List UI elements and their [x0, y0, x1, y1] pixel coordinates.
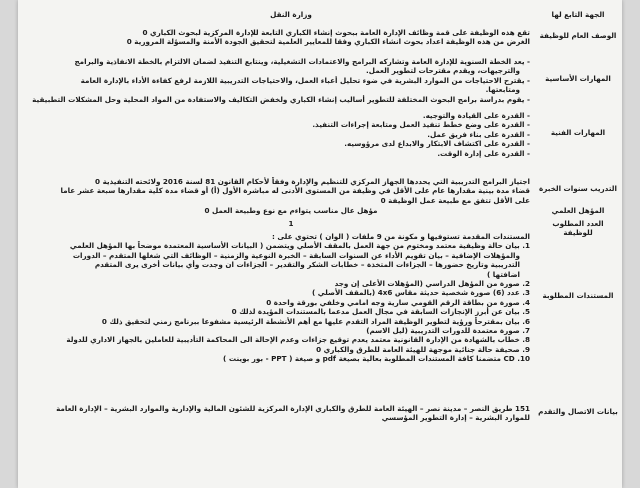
- row-content: [18, 28, 536, 47]
- text-line: الغرض من هذه الوظيفة اعداد بحوث انشاء الكباري وفقا للمعايير العلمية لتحقيق الجودة الأمنة والمسؤلة المرورية 0: [126, 37, 530, 47]
- text-line: 1: [288, 219, 294, 228]
- text-line: المستندات المقدمة تستوفيها و مكونة من 9 ملفات ( الوان ) تحتوي على :: [272, 232, 530, 241]
- text-line: 8. خطاب بالشهادة من الإدارة القانونية معتمد يعدم توقيع جزاءات وعدم الإحالة الى المحاكمة التأديبية للعاملين بالجهاز الاداري للدولة: [66, 335, 530, 345]
- text-line: التدريبية وتاريخ حضورها – الجزاءات المتخذة – خطابات الشكر والتقدير – الجزاءات ان وجدت وأي بيانات أخرى يرى المتقدم: [94, 260, 520, 270]
- row-content: [18, 10, 536, 19]
- text-line: - القدرة على اكتشاف الابتكار والابداع لدى مرؤوسيه.: [344, 139, 530, 149]
- row-label: بيانات الاتصال والتقدم: [538, 406, 618, 416]
- text-line: 2. صورة من المؤهل الدراسي (المؤهلات الأعلى إن وجد: [334, 279, 530, 289]
- text-line: ومتابعتها.: [485, 85, 520, 95]
- row-label: الوصف العام للوظيفة: [539, 30, 617, 40]
- text-line: 151 طريق النصر – مدينة نصر – الهيئة العامة للطرق والكباري الإدارة المركزية للشئون المالية والإدارية والموارد البشرية – الإدارة العامة: [56, 404, 530, 413]
- text-line: تقع هذه الوظيفة على قمة وظائف الإدارة العامة ببحوث إنشاء الكباري التابعة للإدارة المركزية لبحوث الكباري 0: [142, 28, 530, 37]
- text-line: والترجيهات، ويقدم مقترحات لتطوير العمل.: [366, 66, 520, 76]
- text-line: اضافتها ): [487, 269, 520, 279]
- text-line: اجتياز البرامج التدريبية التي يحددها الجهاز المركزي للتنظيم والإدارة وفقاً لأحكام القانون 81 لسنة 2016 ولائحته التنفيذية 0: [95, 177, 530, 186]
- row-label: الجهة التابع لها: [551, 10, 605, 19]
- table-row: [18, 57, 622, 104]
- text-line: للموارد البشرية – إدارة التطوير المؤسسي: [381, 413, 530, 423]
- text-line: 4. صورة من بطاقة الرقم القومي سارية وجه امامي وخلفي بورقة واحدة 0: [266, 297, 530, 307]
- text-line: 7. صورة معتمدة للدورات التدريبية (ليل الاسم): [366, 326, 530, 336]
- table-row: [18, 10, 622, 19]
- table-row: [18, 28, 622, 47]
- row-label: المهارات الأساسية: [545, 73, 611, 83]
- text-line: 1. بيان حالة وظيفية معتمد ومختوم من جهة العمل بالمقف الأصلي ويتضمن ( البيانات الأساسية المعتمدة موضحاً بها المؤهل العلمي: [69, 241, 530, 251]
- text-line: وزارة النقل: [270, 10, 312, 19]
- text-line: مؤهل عال مناسب يتواءم مع نوع وطبيعة العمل 0: [204, 206, 378, 215]
- text-line: - يقوم بدراسة برامج البحوث المختلفة للتطوير أساليب إنشاء الكباري ولخفض التكاليف والاستفادة من المواد المحلية وحل المشكلات التطبيقية: [32, 94, 530, 104]
- table-row: [18, 206, 622, 215]
- table-row: [18, 404, 622, 423]
- row-content: [18, 111, 536, 158]
- row-label: العدد المطلوب للوظيفة: [552, 219, 604, 238]
- row-label: المؤهل العلمي: [551, 206, 605, 215]
- text-line: - القدرة على بناء فريق عمل.: [427, 129, 530, 139]
- text-line: - يعد الخطة السنوية للإدارة العامة وتشاركه البرامج والاعتمادات التشغيلية، وينتابع التنفيذ لضمان الالتزام بالخطة الانفاذية والبرامج: [74, 57, 530, 66]
- text-line: والمؤهلات الإضافية – بيان تقويم الأداء عن السنوات السابقة – الخبرة النوعية والزمنية – الوظائف التي شغلها المتقدم – الدورات: [72, 250, 520, 260]
- row-content: [18, 206, 536, 215]
- text-line: 6. بيان بمقترحاً ورؤية لتطوير الوظيفة المراد التقدم عليها مع أهم الأنشطة الرئيسية مشفوعا ببرنامج زمني لتحقيق ذلك 0: [101, 316, 530, 326]
- text-line: - القدرة على القيادة والتوجيه.: [422, 111, 530, 120]
- text-line: - يقترح الاحتياجات من الموارد البشرية في ضوء تحليل أعباء العمل، والاحتياجات التدريبية اللازمة لرفع كفاءة الأداء بالإدارة العامة: [80, 75, 530, 85]
- table-row: [18, 232, 622, 364]
- table-row: [18, 177, 622, 205]
- text-line: 10. CD متضمنا كافة المستندات المطلوبة بعالية بصيغة pdf و صيغة ( PPT - بور بوينت ): [223, 354, 530, 364]
- row-label: المهارات الفنية: [550, 127, 606, 137]
- text-line: 5. بيان عن أبرز الإنجازات السابقة في مجال العمل مدعما بالمستندات المؤيدة لذلك 0: [231, 307, 530, 317]
- row-content: [18, 404, 536, 423]
- row-label: المستندات المطلوبة: [542, 291, 614, 301]
- text-line: - القدرة على وضع خطط تنفيذ العمل ومتابعة إجراءات التنفيذ.: [312, 120, 530, 130]
- table-row: [18, 111, 622, 158]
- text-line: قضاء مدة بينية مقدارها عام على الأقل في وظيفة من المستوى الأدنى له مباشرة الأول (أ) أو قضاء مدة كلية مقدارها سبعة عشر عاما: [60, 186, 530, 196]
- text-line: على الأقل تتفق مع طبيعة عمل الوظيفة 0: [380, 195, 530, 205]
- job-description-table: [18, 0, 622, 488]
- text-line: - القدرة على إدارة الوقت.: [437, 148, 530, 158]
- text-line: 9. صحيفة حالة جنائية موجهة للهيئة العامة للطرق والكباري 0: [316, 344, 530, 354]
- row-content: [18, 232, 536, 364]
- document-page: [18, 0, 622, 488]
- row-content: [18, 57, 536, 104]
- row-content: [18, 177, 536, 205]
- text-line: 3. عدد (6) صورة شخصية حديثة مقاس 4x6 (بالمقف الأصلي ): [312, 288, 530, 298]
- row-label: التدريب سنوات الخبرة: [539, 184, 617, 194]
